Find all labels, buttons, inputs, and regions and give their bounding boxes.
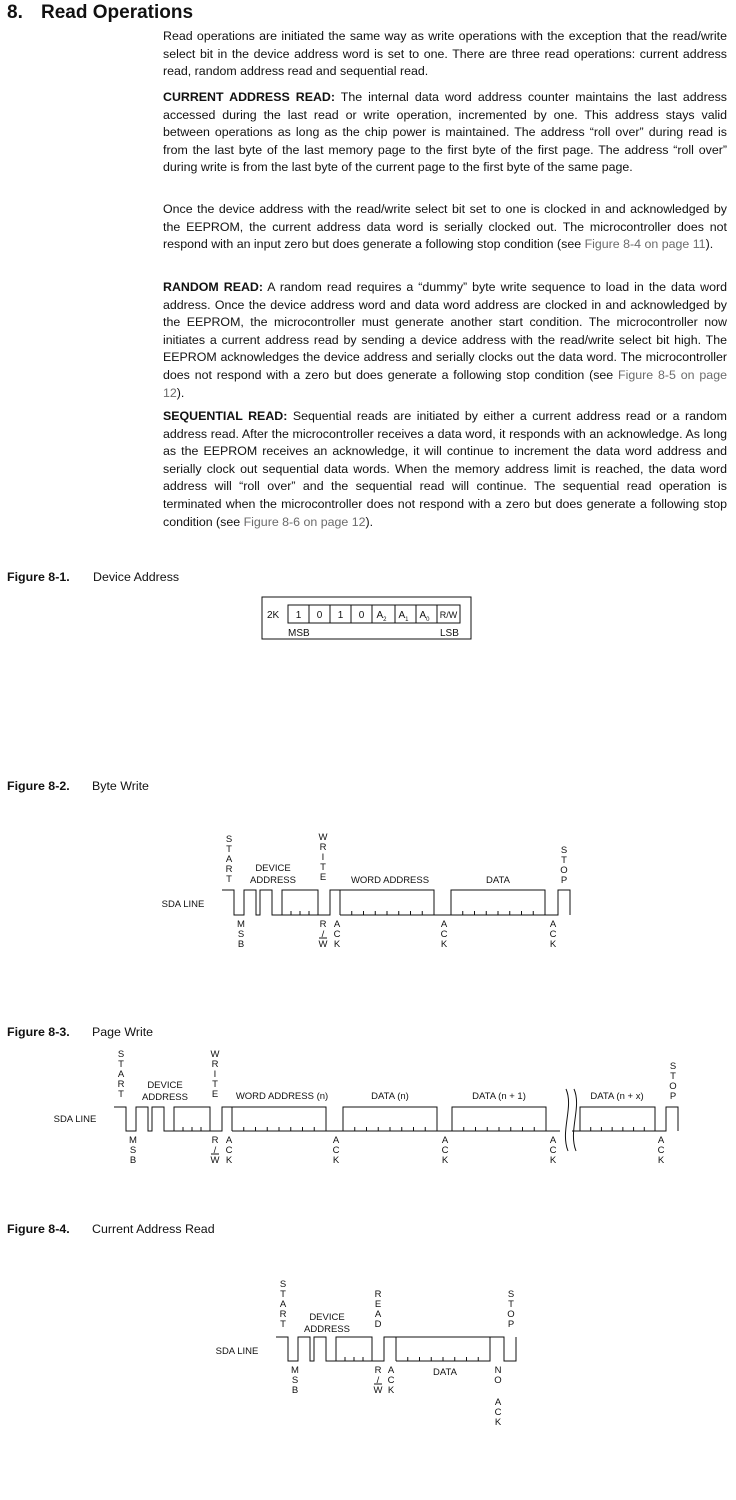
lsb-label: LSB xyxy=(440,628,459,639)
bit-value: 0 xyxy=(358,610,365,621)
figure-8-4-title: Current Address Read xyxy=(92,1222,215,1236)
start-char: T xyxy=(118,1089,124,1100)
start-char: A xyxy=(117,1069,125,1080)
waveform xyxy=(210,1107,232,1131)
waveform xyxy=(318,890,340,915)
figure-8-4-link[interactable]: Figure 8-4 on page 11 xyxy=(584,237,706,252)
write-char: W xyxy=(318,832,328,843)
ack-char: A xyxy=(549,1135,557,1146)
no-char: N xyxy=(494,1365,502,1376)
stop-char: T xyxy=(508,1299,514,1310)
start-char: S xyxy=(117,1049,125,1060)
current-address-paragraph xyxy=(163,89,727,177)
page-write-diagram xyxy=(0,1045,736,1175)
once-paragraph xyxy=(163,201,727,254)
figure-8-1-number: Figure 8-1. xyxy=(7,570,70,584)
read-char: A xyxy=(374,1309,382,1320)
bit-value: $A_2$ xyxy=(376,610,387,623)
bit-value: 0 xyxy=(316,610,323,621)
ack-char: A xyxy=(440,919,448,930)
ack-char: K xyxy=(332,1155,340,1166)
data-n-label: DATA (n) xyxy=(371,1091,409,1102)
bit-cells xyxy=(288,605,460,623)
ack-char: A xyxy=(657,1135,665,1146)
random-read-paragraph xyxy=(163,279,727,402)
stop-label xyxy=(669,1061,676,1102)
waveform xyxy=(372,1337,396,1361)
stop-char: S xyxy=(507,1289,515,1300)
ack-labels xyxy=(226,1135,665,1166)
figure-8-2-caption xyxy=(7,779,149,793)
msb-char: S xyxy=(129,1145,137,1156)
stop-char: P xyxy=(507,1319,515,1330)
device-address-diagram xyxy=(0,595,736,645)
figure-8-3-title: Page Write xyxy=(92,1025,154,1039)
rw-label xyxy=(211,1135,220,1166)
msb-char: M xyxy=(237,919,245,930)
write-char: R xyxy=(211,1059,219,1070)
no-char: O xyxy=(494,1375,502,1386)
write-char: E xyxy=(319,872,327,883)
rw-char: W xyxy=(373,1385,383,1396)
write-char: W xyxy=(210,1049,220,1060)
section-title xyxy=(7,0,193,26)
start-char: T xyxy=(226,874,232,885)
ack-char: K xyxy=(225,1155,233,1166)
current-address-read-diagram xyxy=(0,1275,736,1435)
msb-label xyxy=(237,919,245,950)
device-label: DEVICE xyxy=(147,1080,183,1091)
ack-char: C xyxy=(387,1375,395,1386)
msb-char: B xyxy=(291,1385,299,1396)
start-char: S xyxy=(279,1279,287,1290)
device-label: DEVICE xyxy=(309,1312,345,1323)
address-label: ADDRESS xyxy=(304,1324,350,1335)
rw-char: R xyxy=(319,919,327,930)
start-char: S xyxy=(225,834,233,845)
random-read-text: A random read requires a “dummy” byte write sequence to load in the data word address. Once the device address word and data word address are clocked in and acknowledged by the EEPROM, the microcontroller must generate another start condition. The microcontroller now initiates a current address read by sending a device address with the read/write select bit high. The EEPROM acknowledges the device address and serially clocks out the data word. The microcontroller does not respond with a zero but does generate a following stop condition (see xyxy=(163,280,727,382)
msb-char: M xyxy=(291,1365,299,1376)
figure-8-4-number: Figure 8-4. xyxy=(7,1222,70,1236)
msb-char: B xyxy=(129,1155,137,1166)
msb-char: M xyxy=(129,1135,137,1146)
rw-char: / xyxy=(321,929,325,940)
intro-paragraph: Read operations are initiated the same way as write operations with the exception that the read/write select bit in the device address word is set to one. There are three read operations: current address read, random address read and sequential read. xyxy=(163,29,727,79)
ack-char: C xyxy=(549,929,557,940)
once-text: Once the device address with the read/write select bit set to one is clocked in and acknowledged by the EEPROM, the current address data word is serially clocked out. The microcontroller does not respond with an input zero but does generate a following stop condition (see xyxy=(163,202,727,252)
ack-char: C xyxy=(333,929,341,940)
sda-line-label: SDA LINE xyxy=(161,899,205,910)
ack-char: C xyxy=(549,1145,557,1156)
no-ack-label xyxy=(494,1365,502,1428)
read-label xyxy=(375,1289,382,1330)
stop-char: S xyxy=(560,845,568,856)
figure-8-5-link[interactable]: Figure 8-5 on page 12 xyxy=(163,367,727,400)
msb-label xyxy=(291,1365,299,1396)
address-label: ADDRESS xyxy=(250,875,296,886)
ack-char: K xyxy=(549,1155,557,1166)
figure-8-1-caption xyxy=(7,570,179,584)
byte-write-diagram xyxy=(0,830,736,960)
random-read-heading: RANDOM READ: xyxy=(163,280,263,294)
stop-char: S xyxy=(669,1061,677,1072)
ack-char: A xyxy=(333,919,341,930)
data-n1-label: DATA (n + 1) xyxy=(472,1091,526,1102)
sequential-read-tail: ). xyxy=(365,514,374,529)
device-label: DEVICE xyxy=(255,863,291,874)
ack-char: C xyxy=(332,1145,340,1156)
bit-value: $A_0$ xyxy=(419,610,430,623)
figure-8-6-link[interactable]: Figure 8-6 on page 12 xyxy=(243,514,366,529)
read-char: R xyxy=(374,1289,382,1300)
ack-char: K xyxy=(657,1155,665,1166)
stop-label xyxy=(507,1289,514,1330)
sda-waveform xyxy=(276,1337,516,1361)
figure-8-1-title: Device Address xyxy=(93,570,180,584)
write-char: E xyxy=(211,1089,219,1100)
write-char: I xyxy=(213,1069,217,1080)
ack-char: C xyxy=(225,1145,233,1156)
rw-char: W xyxy=(318,939,328,950)
start-char: T xyxy=(280,1289,286,1300)
ack-label xyxy=(334,919,341,950)
start-char: T xyxy=(118,1059,124,1070)
byte-box xyxy=(580,1107,655,1131)
device-size-label: 2K xyxy=(267,610,280,621)
rw-label xyxy=(319,919,328,950)
start-label xyxy=(118,1049,125,1100)
waveform xyxy=(276,1337,372,1361)
waveform xyxy=(655,1107,678,1131)
bit-value: 1 xyxy=(295,610,302,621)
msb-char: S xyxy=(291,1375,299,1386)
msb-label xyxy=(129,1135,137,1166)
figure-8-3-caption xyxy=(7,1025,153,1039)
rw-char: R xyxy=(374,1365,382,1376)
sequential-read-paragraph xyxy=(163,408,727,531)
ack-char: C xyxy=(441,1145,449,1156)
read-char: E xyxy=(374,1299,382,1310)
start-char: A xyxy=(225,854,233,865)
ack-char: A xyxy=(332,1135,340,1146)
start-label xyxy=(226,834,233,885)
stop-char: O xyxy=(507,1309,515,1320)
current-address-text: The internal data word address counter maintains the last address accessed during the last read or write operation, incremented by one. This address stays valid between operations as long as the chip power is maintained. The address “roll over” during read is from the last byte of the last memory page to the first byte of the first page. The address “roll over” during write is from the last byte of the current page to the first byte of the same page. xyxy=(163,90,727,175)
write-char: T xyxy=(212,1079,218,1090)
figure-8-3-number: Figure 8-3. xyxy=(7,1025,70,1039)
write-char: I xyxy=(321,852,325,863)
ack-char: A xyxy=(225,1135,233,1146)
ack-char: K xyxy=(549,939,557,950)
ack-char: K xyxy=(494,1417,502,1428)
ack-char: K xyxy=(333,939,341,950)
write-char: R xyxy=(319,842,327,853)
ack-char: A xyxy=(387,1365,395,1376)
bit-value: 1 xyxy=(337,610,344,621)
data-label: DATA xyxy=(433,1367,457,1378)
word-address-label: WORD ADDRESS xyxy=(350,875,430,886)
break-mark xyxy=(573,1089,576,1151)
ack-char: C xyxy=(494,1407,502,1418)
ack-label xyxy=(388,1365,395,1396)
ack-char: C xyxy=(657,1145,665,1156)
figure-8-4-caption xyxy=(7,1222,215,1236)
stop-char: P xyxy=(560,875,568,886)
figure-8-2-title: Byte Write xyxy=(92,779,149,793)
stop-char: O xyxy=(669,1081,677,1092)
write-label xyxy=(319,832,328,883)
sda-waveform xyxy=(222,890,570,915)
stop-char: P xyxy=(669,1091,677,1102)
start-char: T xyxy=(280,1319,286,1330)
msb-char: S xyxy=(237,929,245,940)
start-char: T xyxy=(226,844,232,855)
bit-value: $A_1$ xyxy=(398,610,409,623)
msb-char: B xyxy=(237,939,245,950)
rw-char: / xyxy=(376,1375,380,1386)
waveform xyxy=(114,1107,210,1131)
start-char: R xyxy=(117,1079,125,1090)
data-label: DATA xyxy=(486,875,510,886)
current-address-heading: CURRENT ADDRESS READ: xyxy=(163,90,335,104)
rw-char: R xyxy=(211,1135,219,1146)
start-char: R xyxy=(225,864,233,875)
waveform xyxy=(545,890,570,915)
stop-label xyxy=(560,845,567,886)
section-heading: Read Operations xyxy=(41,2,194,23)
stop-char: T xyxy=(561,855,567,866)
sda-line-label: SDA LINE xyxy=(53,1114,97,1125)
write-label xyxy=(211,1049,220,1100)
start-char: R xyxy=(279,1309,287,1320)
once-tail: ). xyxy=(705,237,714,252)
msb-label: MSB xyxy=(288,628,310,639)
rw-char: W xyxy=(210,1155,220,1166)
ack-label xyxy=(441,919,448,950)
start-char: A xyxy=(279,1299,287,1310)
word-address-n-label: WORD ADDRESS (n) xyxy=(235,1091,329,1102)
ack-char: A xyxy=(441,1135,449,1146)
ack-char: K xyxy=(441,1155,449,1166)
write-char: T xyxy=(320,862,326,873)
ack-char: K xyxy=(387,1385,395,1396)
rw-label xyxy=(374,1365,383,1396)
random-read-tail: ). xyxy=(176,385,185,400)
figure-8-2-number: Figure 8-2. xyxy=(7,779,70,793)
address-label: ADDRESS xyxy=(142,1092,188,1103)
bit-value: R/W xyxy=(439,610,458,620)
data-nx-label: DATA (n + x) xyxy=(590,1091,644,1102)
ack-char: A xyxy=(549,919,557,930)
read-char: D xyxy=(374,1319,382,1330)
start-label xyxy=(280,1279,287,1330)
waveform xyxy=(490,1337,516,1361)
sequential-read-text: Sequential reads are initiated by either a current address read or a random address read. After the microcontroller receives a data word, it responds with an acknowledge. As long as the EEPROM receives an acknowledge, it will continue to increment the data word address and serially clock out sequential data words. When the memory address limit is reached, the data word address will “roll over” and the sequential read will continue. The sequential read operation is terminated when the microcontroller does not respond with a zero but does generate a following stop condition (see xyxy=(163,409,727,529)
waveform xyxy=(222,890,318,915)
ack-char: A xyxy=(494,1397,502,1408)
sequential-read-heading: SEQUENTIAL READ: xyxy=(163,409,288,423)
break-mark xyxy=(565,1089,568,1151)
stop-char: T xyxy=(670,1071,676,1082)
stop-char: O xyxy=(560,865,568,876)
section-number: 8. xyxy=(7,2,23,23)
ack-char: C xyxy=(440,929,448,940)
ack-char: K xyxy=(440,939,448,950)
ack-label xyxy=(550,919,557,950)
sda-line-label: SDA LINE xyxy=(215,1346,259,1357)
rw-char: / xyxy=(213,1145,217,1156)
